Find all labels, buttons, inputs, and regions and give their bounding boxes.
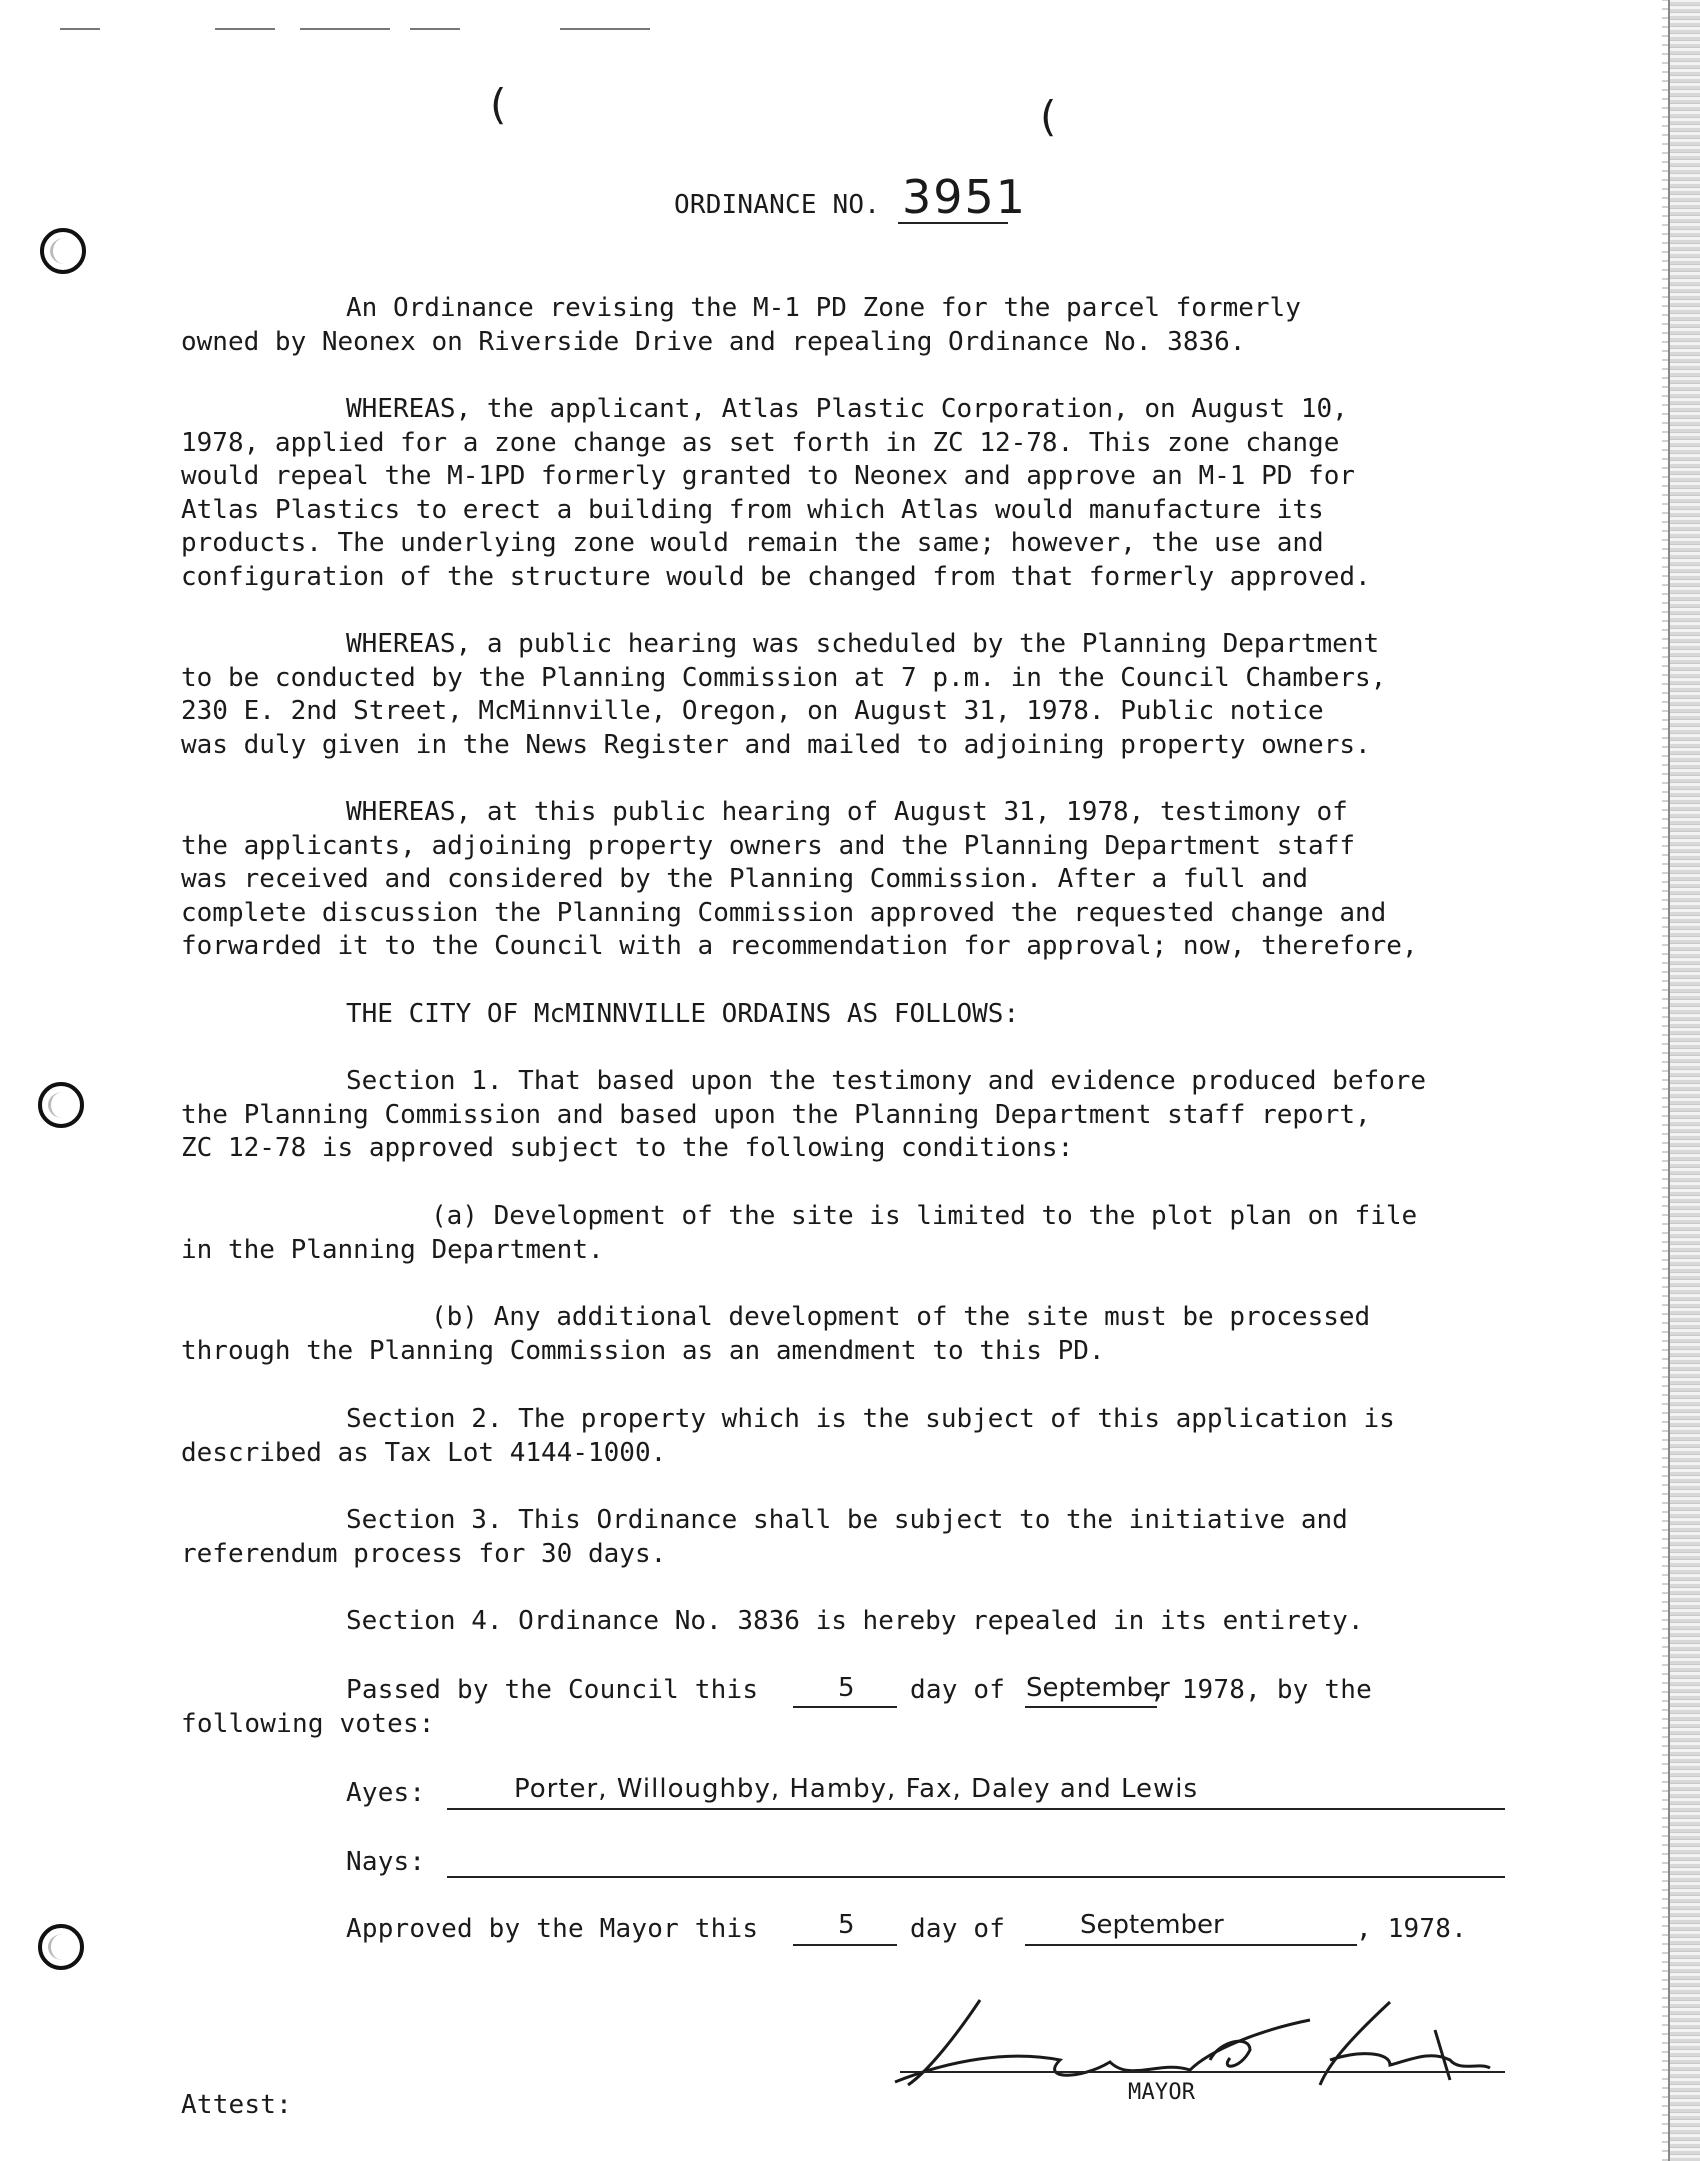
ayes-label: Ayes: — [346, 1778, 426, 1808]
ordinance-number-underline — [898, 222, 1008, 224]
stamp-mark-right: ( — [1040, 92, 1057, 141]
section-1-condition-b: (b) Any additional development of the site must be processed through the Planning Commission as an amendment to this PD. — [181, 1302, 1371, 1366]
section-1-condition-a: (a) Development of the site is limited to the plot plan on file in the Planning Department. — [181, 1201, 1418, 1265]
passed-day-line — [793, 1706, 897, 1708]
preamble-paragraph: An Ordinance revising the M-1 PD Zone for the parcel formerly owned by Neonex on Riverside Drive and repealing Ordinance No. 3836. — [181, 293, 1301, 357]
approved-prefix: Approved by the Mayor this — [346, 1914, 759, 1944]
passed-suffix: , 1978, by the — [1150, 1675, 1372, 1705]
nays-label: Nays: — [346, 1847, 426, 1877]
scan-mark — [410, 28, 460, 30]
section-3: Section 3. This Ordinance shall be subject to the initiative and referendum process for 30 days. — [181, 1505, 1348, 1569]
passed-month-line — [1025, 1706, 1157, 1708]
approved-month: September — [1080, 1910, 1224, 1940]
approved-day-line — [793, 1944, 897, 1946]
passed-line-2: following votes: — [181, 1709, 435, 1739]
scan-mark — [300, 28, 390, 30]
whereas-paragraph-2: WHEREAS, a public hearing was scheduled by the Planning Department to be conducted by the Planning Commission at 7 p.m. in the Council Chambers, 230 E. 2nd Street, McMinnville, Oregon, on August 31, 1978. Public notice was duly given in the News Register and mailed to adjoining property owners. — [181, 629, 1387, 760]
punch-hole — [38, 1082, 84, 1128]
passed-prefix: Passed by the Council this — [346, 1675, 759, 1705]
mayor-title: MAYOR — [1128, 2080, 1196, 2105]
approved-day: 5 — [838, 1910, 855, 1940]
approved-suffix: , 1978. — [1356, 1914, 1467, 1944]
passed-day: 5 — [838, 1673, 855, 1703]
section-2: Section 2. The property which is the subject of this application is described as Tax Lot 4144-1000. — [181, 1404, 1395, 1468]
page-edge — [1668, 0, 1700, 2161]
section-1: Section 1. That based upon the testimony and evidence produced before the Planning Commission and based upon the Planning Department staff report, ZC 12-78 is approved subject to the following conditions: — [181, 1066, 1427, 1164]
punch-hole — [38, 1924, 84, 1970]
mayor-signature — [890, 1990, 1510, 2100]
nays-line — [447, 1876, 1505, 1878]
scan-mark — [560, 28, 650, 30]
ayes-names: Porter, Willoughby, Hamby, Fax, Daley and Lewis — [514, 1774, 1199, 1804]
scan-mark — [215, 28, 275, 30]
stamp-mark-left: ( — [490, 80, 507, 129]
scan-mark — [60, 28, 100, 30]
page-edge-shadow — [1662, 0, 1668, 2161]
passed-day-of: day of — [910, 1675, 1006, 1705]
ordinance-number: 3951 — [902, 170, 1028, 224]
approved-day-of: day of — [910, 1914, 1006, 1944]
whereas-paragraph-1: WHEREAS, the applicant, Atlas Plastic Corporation, on August 10, 1978, applied for a zone change as set forth in ZC 12-78. This zone change would repeal the M-1PD formerly granted to Neonex and approve an M-1 PD for Atlas Plastics to erect a building from which Atlas would manufacture its products. The underlying zone would remain the same; however, the use and configuration of the structure would be changed from that formerly approved. — [181, 394, 1371, 592]
ordinance-label: ORDINANCE NO. — [674, 190, 881, 220]
passed-month: September — [1026, 1673, 1170, 1703]
punch-hole — [40, 228, 86, 274]
ordains-heading: THE CITY OF McMINNVILLE ORDAINS AS FOLLOWS: — [346, 999, 1020, 1029]
approved-month-line — [1025, 1944, 1357, 1946]
section-4: Section 4. Ordinance No. 3836 is hereby repealed in its entirety. — [346, 1606, 1364, 1636]
ayes-line — [447, 1808, 1505, 1810]
attest-label: Attest: — [181, 2090, 292, 2120]
whereas-paragraph-3: WHEREAS, at this public hearing of August 31, 1978, testimony of the applicants, adjoining property owners and the Planning Department staff was received and considered by the Planning Commission. After a full and complete discussion the Planning Commission approved the requested change and forwarded it to the Council with a recommendation for approval; now, therefore, — [181, 797, 1418, 962]
